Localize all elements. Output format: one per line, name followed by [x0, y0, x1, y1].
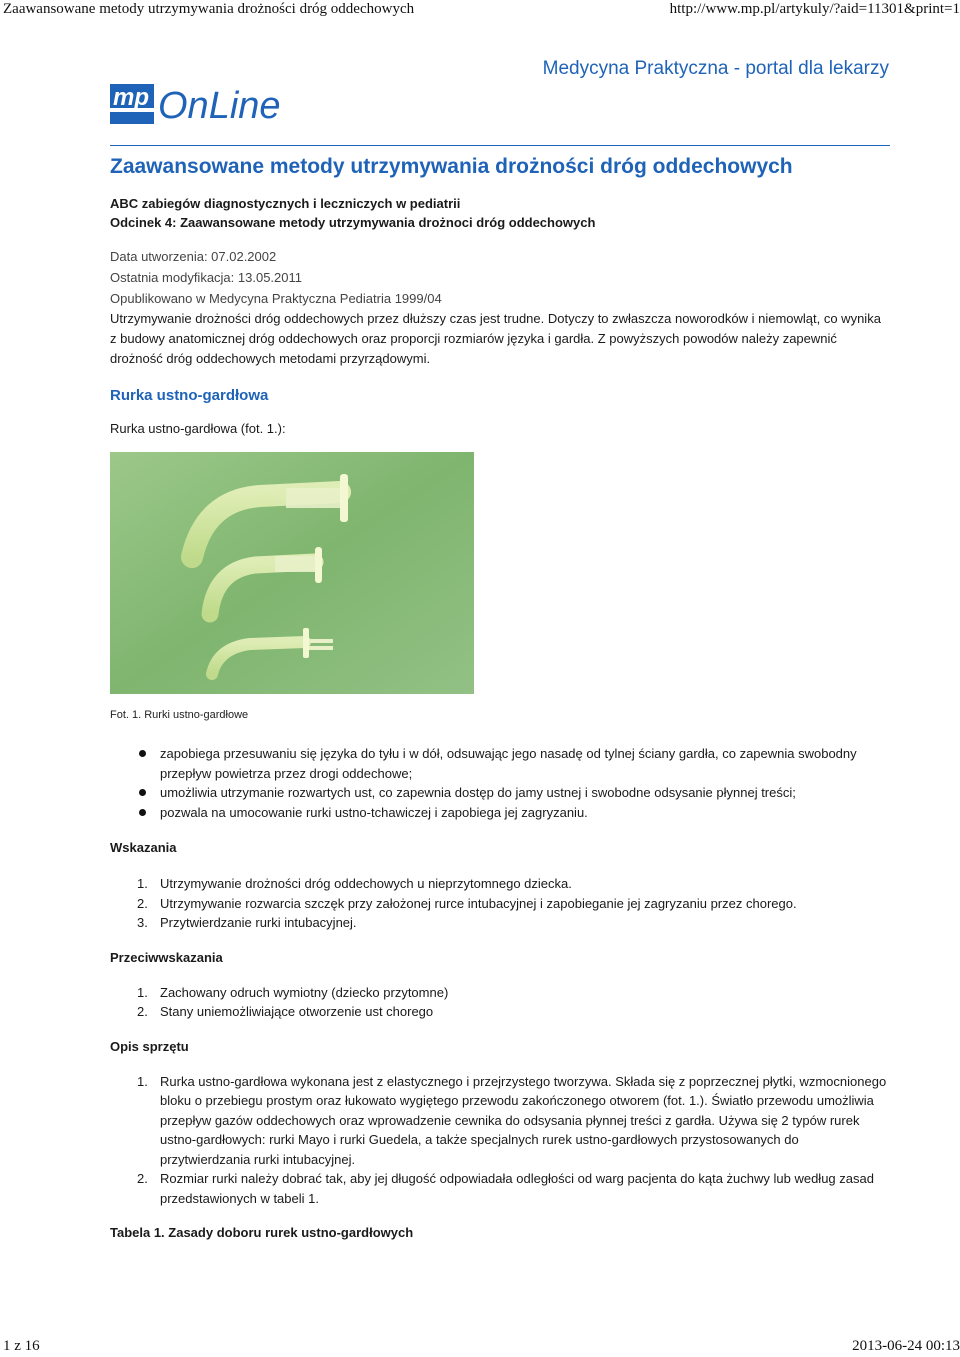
series-line-1: ABC zabiegów diagnostycznych i leczniczych w pediatrii [110, 196, 461, 211]
indications-list [110, 874, 890, 933]
logo-prefix: mp [113, 84, 149, 111]
article-series [110, 194, 890, 232]
equipment-heading: Opis sprzętu [110, 1038, 189, 1054]
list-item: zapobiega przesuwaniu się języka do tyłu i w dół, odsuwając jego nasadę od tylnej ściany gardła, co zapewnia swobodny przepływ powietrza przez drogi oddechowe; [160, 744, 890, 783]
list-item: pozwala na umocowanie rurki ustno-tchawiczej i zapobiega jej zagryzaniu. [160, 803, 890, 823]
photo-intro: Rurka ustno-gardłowa (fot. 1.): [110, 421, 286, 436]
print-header-title: Zaawansowane metody utrzymywania drożności dróg oddechowych [3, 1, 415, 17]
intro-paragraph: Utrzymywanie drożności dróg oddechowych przez dłuższy czas jest trudne. Dotyczy to zwłaszcza noworodków i niemowląt, co wynika z budowy anatomicznej dróg oddechowych oraz proporcji rozmiarów języka i gardła. Z powyższych powodów należy zapewnić drożność dróg oddechowych metodami przyrządowymi. [110, 311, 881, 366]
article [110, 152, 890, 1242]
series-line-2: Odcinek 4: Zaawansowane metody utrzymywania drożnoci dróg oddechowych [110, 215, 596, 230]
print-footer [0, 1338, 960, 1357]
header-divider [110, 145, 890, 146]
equipment-list [110, 1072, 890, 1209]
list-item: 2. Stany uniemożliwiające otworzenie ust chorego [137, 1004, 434, 1019]
list-item: umożliwia utrzymanie rozwartych ust, co zapewnia dostęp do jamy ustnej i swobodne odsysanie płynnej treści; [160, 783, 890, 803]
list-item: 2. Rozmiar rurki należy dobrać tak, aby jej długość odpowiadała odległości od warg pacjenta do kąta żuchwy lub według zasad przedstawionych w tabeli 1. [137, 1171, 874, 1206]
photo-caption: Fot. 1. Rurki ustno-gardłowe [110, 709, 249, 721]
mp-online-logo[interactable] [110, 78, 310, 130]
logo-text: OnLine [158, 85, 281, 127]
modified-date: Ostatnia modyfikacja: 13.05.2011 [110, 270, 302, 285]
table-heading: Tabela 1. Zasady doboru rurek ustno-gardłowych [110, 1225, 414, 1240]
indications-heading: Wskazania [110, 840, 177, 855]
list-item: 2. Utrzymywanie rozwarcia szczęk przy założonej rurce intubacyjnej i zapobieganie jej zagryzaniu przez chorego. [137, 895, 797, 911]
print-header-url: http://www.mp.pl/artykuly/?aid=11301&print=1 [669, 1, 960, 17]
section-heading: Rurka ustno-gardłowa [110, 387, 269, 404]
published-in: Opublikowano w Medycyna Praktyczna Pediatria 1999/04 [110, 291, 442, 306]
print-header [0, 0, 960, 22]
list-item: 1. Zachowany odruch wymiotny (dziecko przytomne) [137, 984, 449, 1000]
list-item: 3. Przytwierdzanie rurki intubacyjnej. [137, 915, 357, 930]
article-meta [110, 246, 890, 309]
features-list [110, 744, 890, 822]
contraindications-list [110, 983, 890, 1022]
article-title: Zaawansowane metody utrzymywania drożności dróg oddechowych [110, 155, 793, 178]
oropharyngeal-airways-photo [110, 452, 474, 694]
list-item: 1. Rurka ustno-gardłowa wykonana jest z elastycznego i przejrzystego tworzywa. Składa się z poprzecznej płytki, wzmocnionego bloku o przebiegu prostym oraz łukowato wygiętego przewodu zakończonego otworem (fot. 1.). Światło przewodu umożliwia przepływ gazów oddechowych oraz wprowadzenie cewnika do odsysania płynnej treści z gardła. Używa się 2 typów rurek ustno-gardłowych: rurki Mayo i rurki Guedela, a także specjalnych rurek ustno-gardłowych przystosowanych do przytwierdzania rurki intubacyjnej. [137, 1073, 887, 1167]
page-number: 1 z 16 [3, 1338, 40, 1354]
list-item: 1. Utrzymywanie drożności dróg oddechowych u nieprzytomnego dziecka. [137, 876, 572, 891]
created-date: Data utworzenia: 07.02.2002 [110, 249, 277, 264]
contraindications-heading: Przeciwwskazania [110, 949, 223, 965]
portal-title[interactable]: Medycyna Praktyczna - portal dla lekarzy [542, 58, 889, 79]
print-datetime: 2013-06-24 00:13 [852, 1338, 960, 1354]
